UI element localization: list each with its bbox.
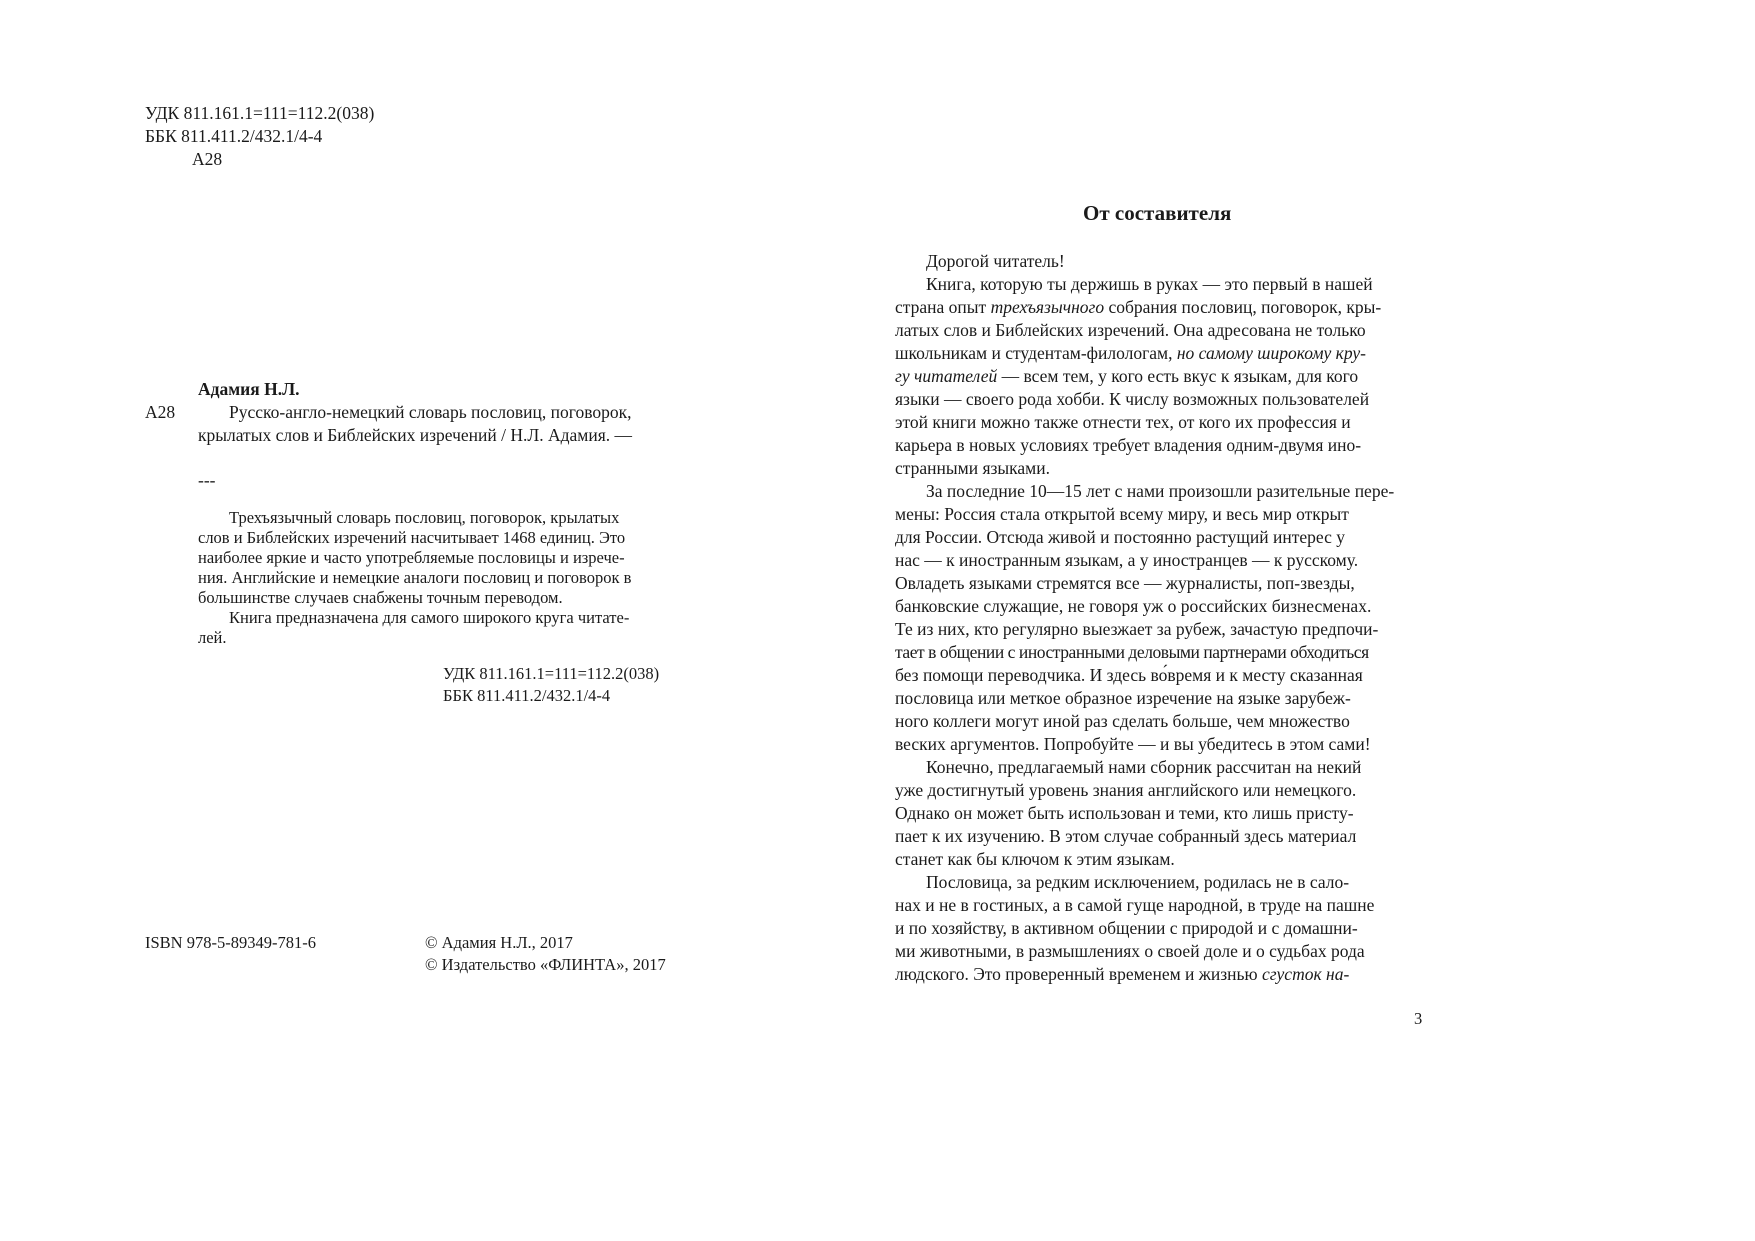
text-line: карьера в новых условиях требует владения одним-двумя ино- <box>895 435 1362 455</box>
card-author: Адамия Н.Л. <box>198 379 300 399</box>
text-line: Овладеть языками стремятся все — журналисты, поп-звезды, <box>895 573 1355 593</box>
abstract-line: наиболее яркие и часто употребляемые пословицы и изрече- <box>198 548 625 567</box>
abstract-line: лей. <box>198 628 227 647</box>
text-line: школьникам и студентам-филологам, но самому широкому кру- <box>895 343 1366 363</box>
bbk-code: ББК 811.411.2/432.1/4-4 <box>145 126 323 146</box>
card-udk: УДК 811.161.1=111=112.2(038) <box>443 664 660 683</box>
copyright-publisher: © Издательство «ФЛИНТА», 2017 <box>425 955 666 974</box>
section-heading: От составителя <box>1083 201 1232 225</box>
text-line: За последние 10—15 лет с нами произошли разительные пере- <box>926 481 1395 501</box>
text-line: для России. Отсюда живой и постоянно растущий интерес у <box>895 527 1345 547</box>
text-line: Те из них, кто регулярно выезжает за рубеж, зачастую предпочи- <box>895 619 1379 639</box>
text-line: тает в общении с иностранными деловыми партнерами обходиться <box>895 642 1369 662</box>
text-line: нах и не в гостиных, а в самой гуще народной, в труде на пашне <box>895 895 1375 915</box>
text-line: Пословица, за редким исключением, родилась не в сало- <box>926 872 1350 892</box>
text-line: без помощи переводчика. И здесь во́время и к месту сказанная <box>895 665 1363 685</box>
isbn: ISBN 978-5-89349-781-6 <box>145 933 316 952</box>
text-line: ного коллеги могут иной раз сделать больше, чем множество <box>895 711 1350 731</box>
card-dashes: --- <box>198 470 216 490</box>
abstract-line: ния. Английские и немецкие аналоги пословиц и поговорок в <box>198 568 632 587</box>
text-line: и по хозяйству, в активном общении с природой и с домашни- <box>895 918 1358 938</box>
card-author-mark: А28 <box>145 402 176 422</box>
abstract-line: Книга предназначена для самого широкого круга читате- <box>229 608 630 627</box>
card-bbk: ББК 811.411.2/432.1/4-4 <box>443 686 611 705</box>
abstract-line: большинстве случаев снабжены точным переводом. <box>198 588 563 607</box>
card-title-line: Русско-англо-немецкий словарь пословиц, поговорок, <box>229 402 632 422</box>
text-line: людского. Это проверенный временем и жизнью сгусток на- <box>895 964 1350 984</box>
text-line: Конечно, предлагаемый нами сборник рассчитан на некий <box>926 757 1362 777</box>
text-line: языки — своего рода хобби. К числу возможных пользователей <box>895 389 1370 409</box>
text-line: ми животными, в размышлениях о своей доле и о судьбах рода <box>895 941 1365 961</box>
text-line: латых слов и Библейских изречений. Она адресована не только <box>895 320 1366 340</box>
text-line: мены: Россия стала открытой всему миру, и весь мир открыт <box>895 504 1349 524</box>
text-line: Однако он может быть использован и теми, кто лишь присту- <box>895 803 1354 823</box>
page-number: 3 <box>1414 1009 1423 1028</box>
udk-code: УДК 811.161.1=111=112.2(038) <box>145 103 375 123</box>
text-line: гу читателей — всем тем, у кого есть вкус к языкам, для кого <box>895 366 1359 386</box>
text-line: уже достигнутый уровень знания английского или немецкого. <box>895 780 1357 800</box>
text-line: веских аргументов. Попробуйте — и вы убедитесь в этом сами! <box>895 734 1371 754</box>
abstract-line: Трехъязычный словарь пословиц, поговорок, крылатых <box>229 508 620 527</box>
text-line: странными языками. <box>895 458 1050 478</box>
text-line: этой книги можно также отнести тех, от кого их профессия и <box>895 412 1351 432</box>
text-line: банковские служащие, не говоря уж о российских бизнесменах. <box>895 596 1372 616</box>
text-line: нас — к иностранным языкам, а у иностранцев — к русскому. <box>895 550 1359 570</box>
card-title-line: крылатых слов и Библейских изречений / Н.Л. Адамия. — <box>198 425 633 445</box>
greeting: Дорогой читатель! <box>926 251 1065 271</box>
text-line: страна опыт трехъязычного собрания пословиц, поговорок, кры- <box>895 297 1382 317</box>
copyright-author: © Адамия Н.Л., 2017 <box>425 933 573 952</box>
abstract-line: слов и Библейских изречений насчитывает 1468 единиц. Это <box>198 528 626 547</box>
author-mark: А28 <box>192 149 223 169</box>
text-line: станет как бы ключом к этим языкам. <box>895 849 1175 869</box>
text-line: пает к их изучению. В этом случае собранный здесь материал <box>895 826 1357 846</box>
text-line: пословица или меткое образное изречение на языке зарубеж- <box>895 688 1351 708</box>
text-line: Книга, которую ты держишь в руках — это первый в нашей <box>926 274 1373 294</box>
